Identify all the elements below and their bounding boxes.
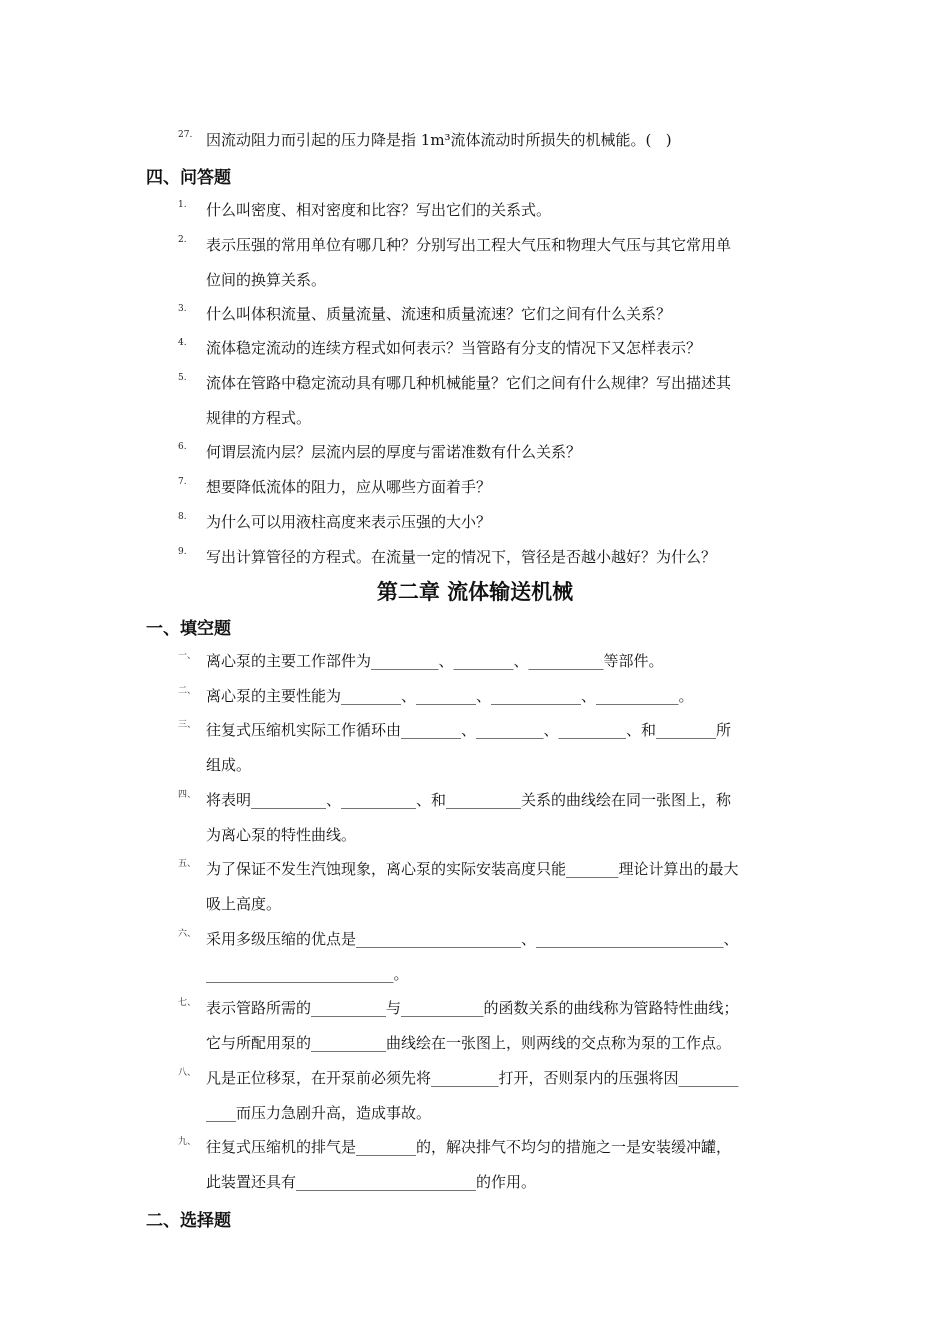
item-text: 何谓层流内层？层流内层的厚度与雷诺准数有什么关系？ xyxy=(206,443,582,461)
item-number: 9. xyxy=(178,547,187,557)
item-text-continued: 组成。 xyxy=(206,756,252,774)
item-text-continued: 位间的换算关系。 xyxy=(206,271,327,289)
section-heading-qa: 四、问答题 xyxy=(146,168,231,188)
item-text-continued: 为离心泵的特性曲线。 xyxy=(206,826,357,844)
item-number: 5. xyxy=(178,373,187,383)
item-text-continued: 此装置还具有________________________的作用。 xyxy=(206,1173,537,1191)
section-heading-choice: 二、选择题 xyxy=(146,1211,231,1231)
item-number: 一、 xyxy=(178,651,197,661)
item-text: 离心泵的主要工作部件为_________、________、__________等部件。 xyxy=(206,652,664,670)
item-text: 为了保证不发生汽蚀现象，离心泵的实际安装高度只能_______理论计算出的最大 xyxy=(206,860,739,878)
item-text: 什么叫体积流量、质量流量、流速和质量流速？它们之间有什么关系？ xyxy=(206,305,672,323)
item-text: 什么叫密度、相对密度和比容？写出它们的关系式。 xyxy=(206,201,552,219)
item-number: 四、 xyxy=(178,790,197,800)
item-text: 表示压强的常用单位有哪几种？分别写出工程大气压和物理大气压与其它常用单 xyxy=(206,236,732,254)
item-number: 7. xyxy=(178,477,187,487)
item-number: 六、 xyxy=(178,929,197,939)
item-number: 27. xyxy=(178,130,193,140)
item-number: 九、 xyxy=(178,1137,197,1147)
item-number: 8. xyxy=(178,512,187,522)
item-number: 五、 xyxy=(178,859,197,869)
item-number: 二、 xyxy=(178,686,197,696)
item-text: 流体稳定流动的连续方程式如何表示？当管路有分支的情况下又怎样表示？ xyxy=(206,339,702,357)
item-text-continued: 规律的方程式。 xyxy=(206,409,312,427)
item-number: 6. xyxy=(178,442,187,452)
item-text: 为什么可以用液柱高度来表示压强的大小？ xyxy=(206,513,492,531)
item-number: 4. xyxy=(178,338,187,348)
chapter-title: 第二章 流体输送机械 xyxy=(376,580,574,604)
item-text: 想要降低流体的阻力，应从哪些方面着手？ xyxy=(206,478,492,496)
item-text-continued: _________________________。 xyxy=(206,965,409,983)
item-number: 七、 xyxy=(178,998,197,1008)
item-text-continued: ____而压力急剧升高，造成事故。 xyxy=(206,1104,432,1122)
item-number: 3. xyxy=(178,304,187,314)
section-heading-fill-in: 一、填空题 xyxy=(146,619,231,639)
item-text: 流体在管路中稳定流动具有哪几种机械能量？它们之间有什么规律？写出描述其 xyxy=(206,374,732,392)
item-number: 2. xyxy=(178,235,187,245)
item-number: 八、 xyxy=(178,1068,197,1078)
item-number: 1. xyxy=(178,200,187,210)
item-text-continued: 它与所配用泵的__________曲线绘在一张图上，则两线的交点称为泵的工作点。 xyxy=(206,1034,732,1052)
item-number: 三、 xyxy=(178,720,197,730)
item-text: 往复式压缩机的排气是________的，解决排气不均匀的措施之一是安装缓冲罐， xyxy=(206,1138,732,1156)
item-text: 凡是正位移泵，在开泵前必须先将_________打开，否则泵内的压强将因________ xyxy=(206,1069,739,1087)
item-text: 因流动阻力而引起的压力降是指 1m³流体流动时所损失的机械能。( ) xyxy=(206,131,672,149)
item-text-continued: 吸上高度。 xyxy=(206,895,282,913)
item-text: 表示管路所需的__________与___________的函数关系的曲线称为管路特性曲线； xyxy=(206,999,739,1017)
item-text: 往复式压缩机实际工作循环由________、_________、_________、和________所 xyxy=(206,721,732,739)
item-text: 离心泵的主要性能为________、________、____________、___________。 xyxy=(206,687,694,705)
item-text: 采用多级压缩的优点是______________________、_________________________、 xyxy=(206,930,739,948)
item-text: 将表明__________、__________、和__________关系的曲线绘在同一张图上，称 xyxy=(206,791,732,809)
item-text: 写出计算管径的方程式。在流量一定的情况下，管径是否越小越好？为什么？ xyxy=(206,548,717,566)
